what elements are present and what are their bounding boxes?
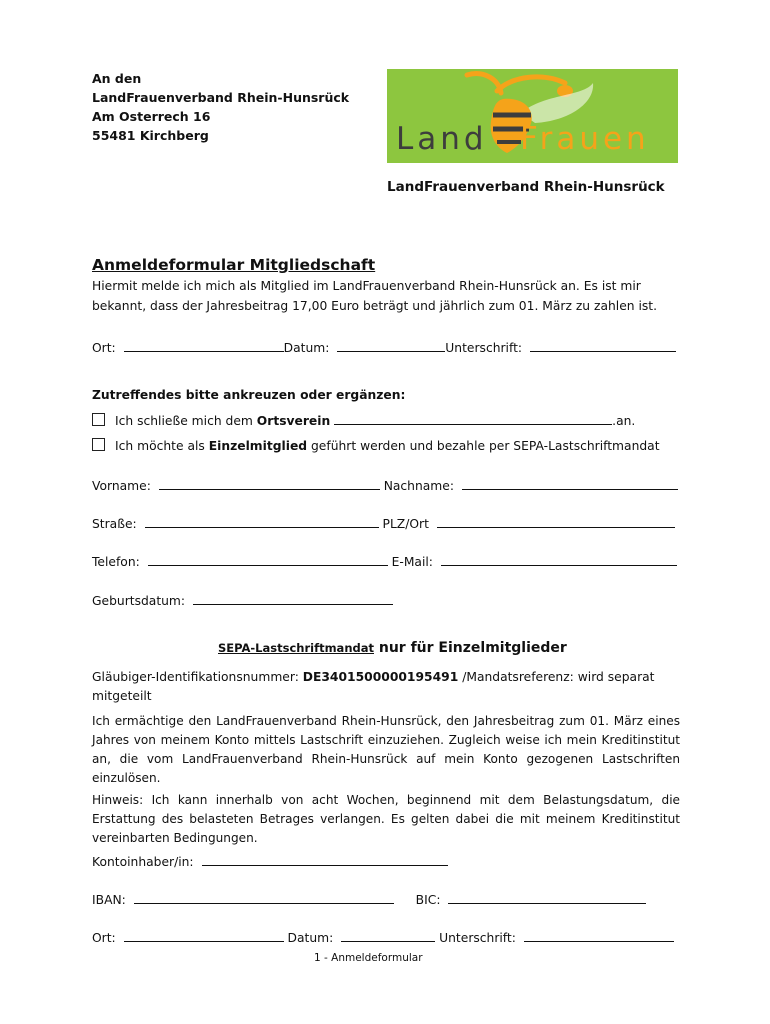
option-text: Ich schließe mich dem bbox=[115, 414, 257, 428]
address-line: An den bbox=[92, 71, 142, 86]
option-text: Ich möchte als bbox=[115, 439, 209, 453]
bic-label: BIC: bbox=[415, 893, 441, 907]
plz-ort-label: PLZ/Ort bbox=[382, 517, 429, 531]
logo-word-frauen: Frauen bbox=[520, 121, 650, 157]
sepa-ort-field[interactable] bbox=[124, 929, 284, 942]
option-ortsverein[interactable] bbox=[92, 412, 635, 428]
ortsverein-field[interactable] bbox=[334, 412, 612, 425]
bank-row bbox=[92, 891, 646, 907]
plz-ort-field[interactable] bbox=[437, 515, 675, 528]
address-line: LandFrauenverband Rhein-Hunsrück bbox=[92, 90, 350, 105]
creditor-label: Gläubiger-Identifikationsnummer: bbox=[92, 670, 303, 684]
contact-row bbox=[92, 553, 677, 569]
ortsverein-checkbox[interactable] bbox=[92, 413, 105, 426]
option-text: geführt werden und bezahle per SEPA-Lastschriftmandat bbox=[307, 439, 660, 453]
vorname-label: Vorname: bbox=[92, 479, 151, 493]
datum-field[interactable] bbox=[337, 339, 445, 352]
ort-label: Ort: bbox=[92, 931, 116, 945]
telefon-field[interactable] bbox=[148, 553, 388, 566]
kontoinhaber-field[interactable] bbox=[202, 853, 448, 866]
telefon-label: Telefon: bbox=[92, 555, 140, 569]
intro-text: Hiermit melde ich mich als Mitglied im LandFrauenverband Rhein-Hunsrück an. Es ist mir bekannt, dass der Jahresbeitrag 17,00 Euro beträgt und jährlich zum 01. März zu zahlen ist. bbox=[92, 279, 658, 313]
sepa-title-rest: nur für Einzelmitglieder bbox=[374, 640, 567, 656]
einzelmitglied-checkbox[interactable] bbox=[92, 438, 105, 451]
iban-field[interactable] bbox=[134, 891, 394, 904]
vorname-field[interactable] bbox=[159, 477, 380, 490]
iban-label: IBAN: bbox=[92, 893, 126, 907]
strasse-field[interactable] bbox=[145, 515, 379, 528]
email-field[interactable] bbox=[441, 553, 677, 566]
nachname-field[interactable] bbox=[462, 477, 678, 490]
unterschrift-field[interactable] bbox=[530, 339, 676, 352]
organization-name: LandFrauenverband Rhein-Hunsrück bbox=[387, 179, 665, 195]
sepa-unterschrift-field[interactable] bbox=[524, 929, 674, 942]
sepa-signature-row bbox=[92, 929, 674, 945]
email-label: E-Mail: bbox=[391, 555, 433, 569]
strasse-label: Straße: bbox=[92, 517, 137, 531]
geburtsdatum-label: Geburtsdatum: bbox=[92, 594, 186, 608]
landfrauen-logo bbox=[387, 69, 678, 163]
option-bold: Ortsverein bbox=[256, 414, 331, 428]
hinweis-text: Hinweis: Ich kann innerhalb von acht Wochen, beginnend mit dem Belastungsdatum, die Erstattung des belasteten Betrages verlangen. Es gelten dabei die mit meinem Kreditinstitut vereinbarten Bedingungen. bbox=[92, 793, 680, 845]
nachname-label: Nachname: bbox=[383, 479, 454, 493]
creditor-id-line bbox=[92, 670, 655, 684]
datum-label: Datum: bbox=[283, 341, 330, 355]
sepa-title bbox=[218, 640, 567, 656]
sepa-datum-field[interactable] bbox=[341, 929, 435, 942]
form-title: Anmeldeformular Mitgliedschaft bbox=[92, 256, 376, 274]
address-line: 55481 Kirchberg bbox=[92, 128, 209, 143]
datum-label: Datum: bbox=[287, 931, 334, 945]
ort-label: Ort: bbox=[92, 341, 116, 355]
account-holder-row bbox=[92, 853, 448, 869]
signature-row bbox=[92, 339, 676, 355]
authorization-text: Ich ermächtige den LandFrauenverband Rhein-Hunsrück, den Jahresbeitrag zum 01. März eines Jahres von meinem Konto mittels Lastschrift einzuziehen. Zugleich weise ich mein Kreditinstitut an, die vom LandFrauenverband Rhein-Hunsrück auf mein Konto gezogenen Lastschriften einzulösen. bbox=[92, 714, 680, 785]
kontoinhaber-label: Kontoinhaber/in: bbox=[92, 855, 194, 869]
mandate-reference-cont: mitgeteilt bbox=[92, 689, 152, 703]
logo-word-land: Land bbox=[396, 121, 488, 157]
option-text: .an. bbox=[612, 414, 636, 428]
birthdate-row bbox=[92, 592, 393, 608]
creditor-id: DE3401500000195491 bbox=[302, 670, 459, 684]
unterschrift-label: Unterschrift: bbox=[445, 341, 523, 355]
name-row bbox=[92, 477, 678, 493]
recipient-address bbox=[92, 69, 349, 145]
choice-heading: Zutreffendes bitte ankreuzen oder ergänzen: bbox=[92, 388, 406, 402]
bic-field[interactable] bbox=[448, 891, 646, 904]
unterschrift-label: Unterschrift: bbox=[439, 931, 516, 945]
mandate-reference: /Mandatsreferenz: wird separat bbox=[458, 670, 655, 684]
sepa-title-small: SEPA-Lastschriftmandat bbox=[218, 641, 374, 655]
address-row bbox=[92, 515, 675, 531]
option-bold: Einzelmitglied bbox=[208, 439, 308, 453]
page-footer: 1 - Anmeldeformular bbox=[314, 952, 423, 964]
option-einzelmitglied[interactable] bbox=[92, 438, 660, 453]
geburtsdatum-field[interactable] bbox=[193, 592, 393, 605]
ort-field[interactable] bbox=[124, 339, 284, 352]
address-line: Am Osterrech 16 bbox=[92, 109, 211, 124]
